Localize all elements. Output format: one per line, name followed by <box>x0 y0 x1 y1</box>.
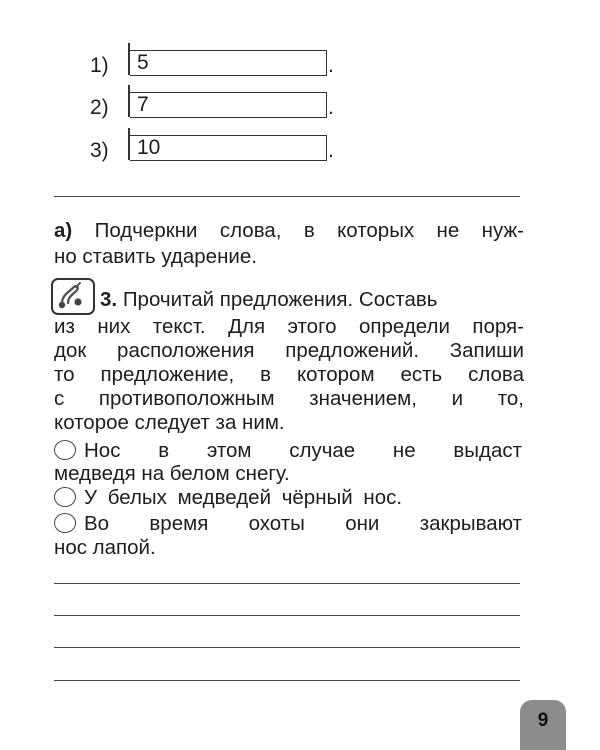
task-3-line-4: то предложение, в котором есть слова <box>54 363 524 386</box>
option-2-text: У белых медведей чёрный нос. <box>84 486 403 509</box>
option-2 <box>54 485 522 510</box>
option-1-text: Нос в этом случае не выдаст <box>84 439 522 462</box>
option-circle-checkbox[interactable] <box>54 487 76 507</box>
option-1 <box>54 438 522 463</box>
task-a <box>54 218 524 270</box>
answer-number: 1) <box>90 54 109 77</box>
task-a-text-line1: Подчеркни слова, в которых не нуж- <box>94 219 524 242</box>
answer-box[interactable] <box>130 50 327 76</box>
answer-value: 5 <box>137 51 149 74</box>
answer-period: . <box>328 54 334 77</box>
writing-line[interactable] <box>54 647 520 648</box>
task-3-line-1 <box>100 287 524 313</box>
answer-value: 10 <box>137 136 161 159</box>
option-3-cont: нос лапой. <box>54 536 156 559</box>
task-3-text: Прочитай предложения. Составь <box>122 288 438 311</box>
option-circle-checkbox[interactable] <box>54 440 76 460</box>
writing-line[interactable] <box>54 680 520 681</box>
option-3-text: Во время охоты они закрывают <box>84 512 522 535</box>
option-1-cont: медведя на белом снегу. <box>54 462 290 485</box>
answer-number: 2) <box>90 96 109 119</box>
page-number: 9 <box>537 710 549 731</box>
task-a-marker: а) <box>54 219 73 242</box>
answer-period: . <box>328 139 334 162</box>
writing-line[interactable] <box>54 583 520 584</box>
option-3 <box>54 511 522 536</box>
writing-line[interactable] <box>54 615 520 616</box>
page-number-tab <box>520 700 566 750</box>
pencil-pair-icon <box>51 278 95 315</box>
task-3-line-3: док расположения предложений. Запиши <box>54 339 524 362</box>
task-a-text-line2: но ставить ударение. <box>54 245 257 268</box>
task-3-number: 3. <box>100 288 118 311</box>
task-3-line-6: которое следует за ним. <box>54 411 285 434</box>
answer-box[interactable] <box>130 92 327 118</box>
task-3-line-2: из них текст. Для этого определи поря- <box>54 315 524 338</box>
answer-number: 3) <box>90 139 109 162</box>
task-3-line-5: с противоположным значением, и то, <box>54 387 524 410</box>
option-circle-checkbox[interactable] <box>54 513 76 533</box>
answer-box[interactable] <box>130 135 327 161</box>
answer-value: 7 <box>137 93 149 116</box>
writing-line[interactable] <box>54 196 520 197</box>
answer-period: . <box>328 96 334 119</box>
